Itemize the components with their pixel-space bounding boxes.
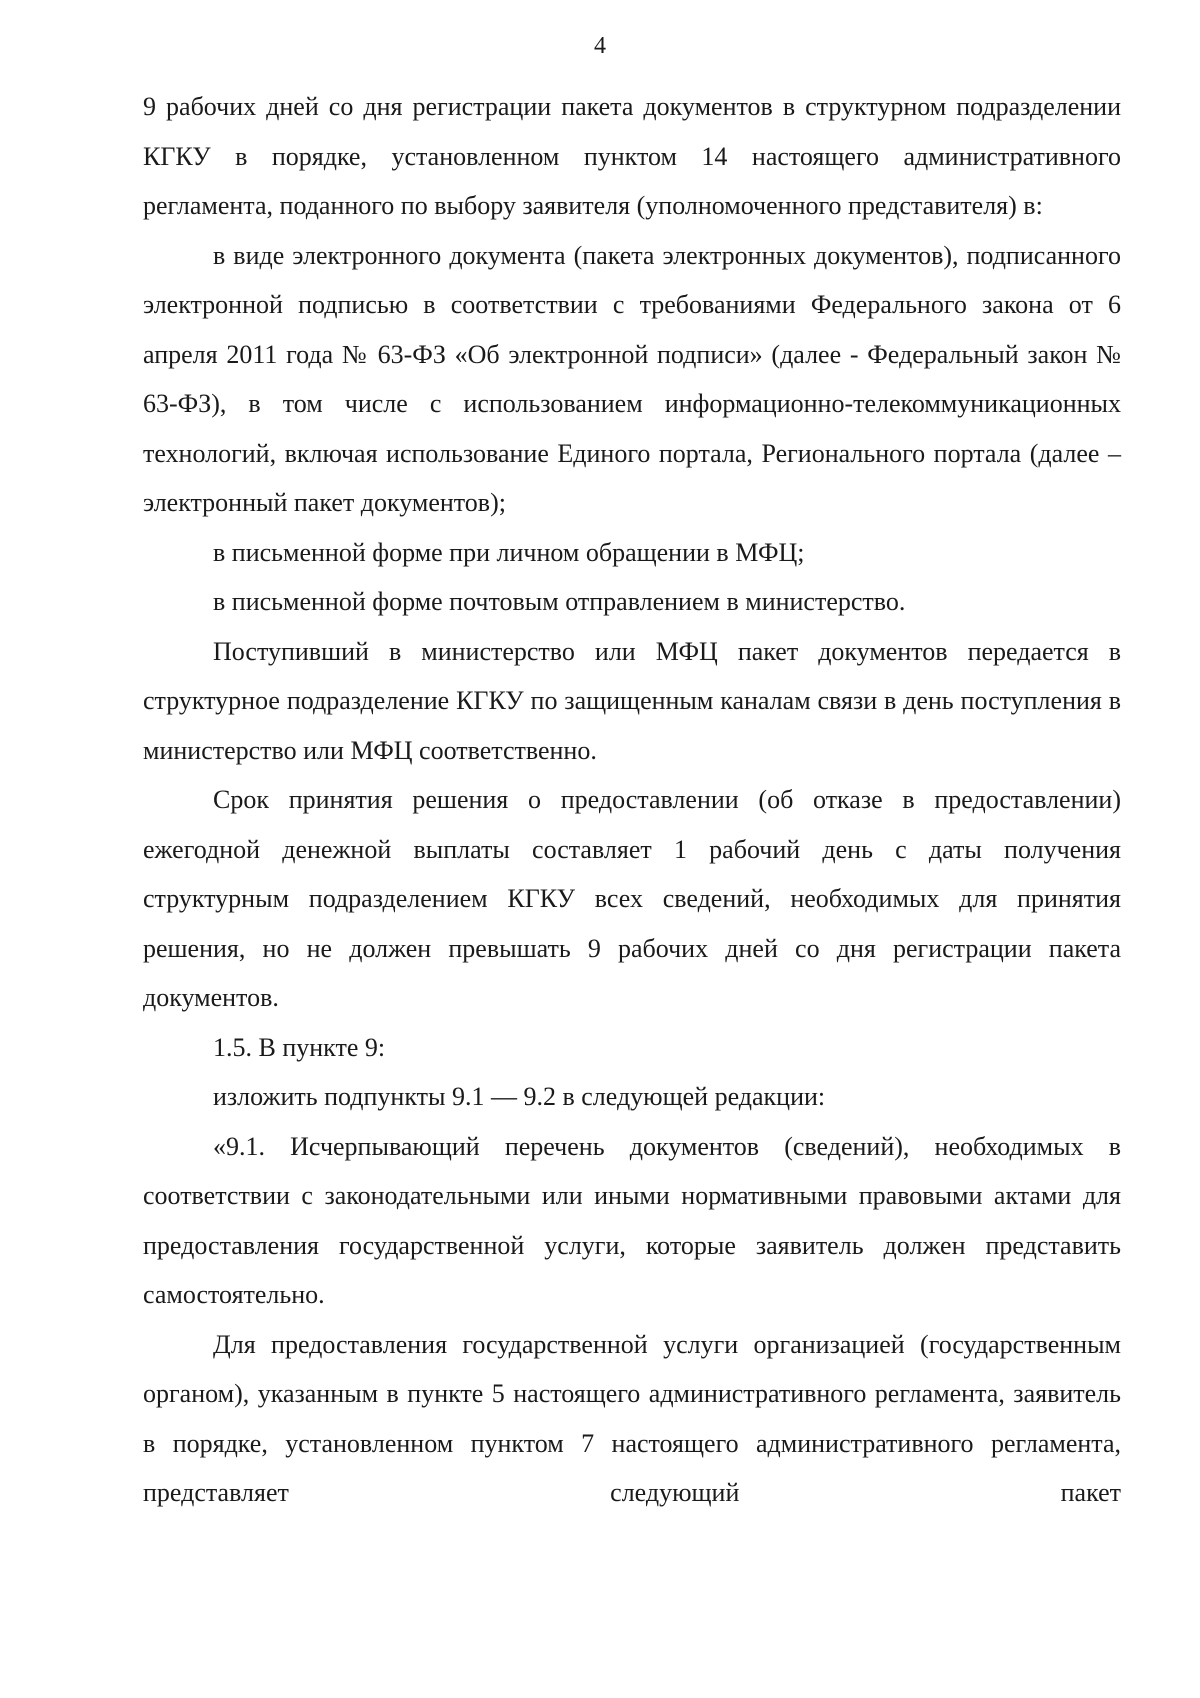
paragraph-decision-deadline: Срок принятия решения о предоставлении (об отказе в предоставлении) ежегодной денежной выплаты составляет 1 рабочий день с даты получения структурным подразделением КГКУ всех сведений, необходимых для принятия решения, но не должен превышать 9 рабочих дней со дня регистрации пакета документов. — [143, 785, 1121, 1012]
paragraph-transfer-kgku: Поступивший в министерство или МФЦ пакет документов передается в структурное подразделение КГКУ по защищенным каналам связи в день поступления в министерство или МФЦ соответственно. — [143, 636, 1121, 765]
paragraph-postal-ministry: в письменной форме почтовым отправлением в министерство. — [213, 587, 906, 616]
paragraph-section-1-5: 1.5. В пункте 9: — [213, 1032, 386, 1062]
paragraph-in-person-mfc: в письменной форме при личном обращении в МФЦ; — [213, 537, 805, 567]
paragraph-continuation-deadline: 9 рабочих дней со дня регистрации пакета документов в структурном подразделении КГКУ в порядке, установленном пунктом 14 настоящего административного регламента, поданного по выбору заявителя (уполномоченного представителя) в: — [143, 92, 1121, 220]
paragraph-electronic-document: в виде электронного документа (пакета электронных документов), подписанного электронной подписью в соответствии с требованиями Федерального закона от 6 апреля 2011 года № 63-ФЗ «Об электронной подписи» (далее - Федеральный закон № 63-ФЗ), в том числе с использованием информационно-телекоммуникационных технологий, включая использование Единого портала, Регионального портала (далее – электронный пакет документов); — [143, 240, 1121, 517]
document-body — [143, 82, 1121, 1518]
paragraph-document-package: Для предоставления государственной услуги организацией (государственным органом), указанным в пункте 5 настоящего административного регламента, заявитель в порядке, установленном пунктом 7 настоящего административного регламента, представляет следующий пакет — [143, 1329, 1121, 1507]
page-number: 4 — [594, 33, 606, 59]
paragraph-amend-subitems: изложить подпункты 9.1 — 9.2 в следующей редакции: — [213, 1082, 826, 1111]
paragraph-item-9-1: «9.1. Исчерпывающий перечень документов (сведений), необходимых в соответствии с законодательными или иными нормативными правовыми актами для предоставления государственной услуги, которые заявитель должен представить самостоятельно. — [143, 1131, 1121, 1309]
